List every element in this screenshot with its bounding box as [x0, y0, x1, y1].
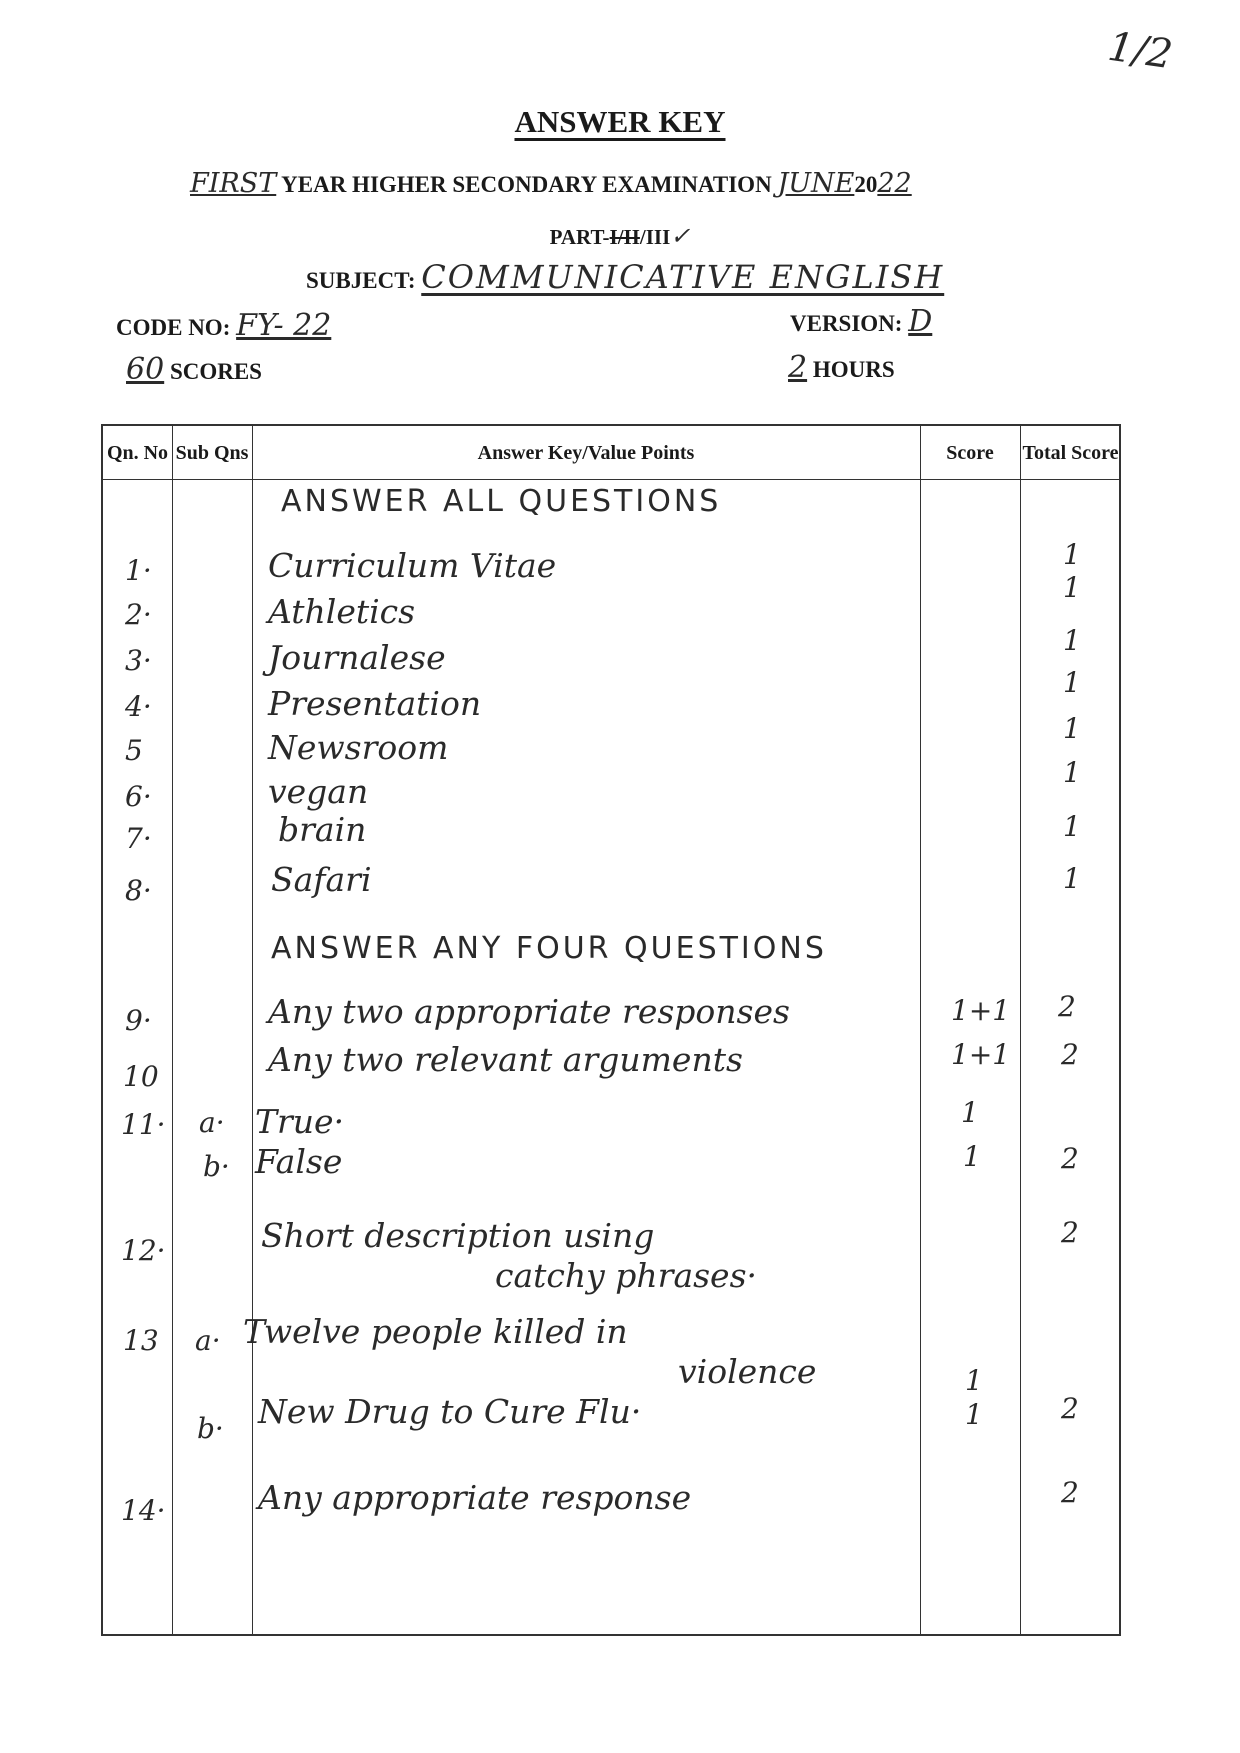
score: 1 [961, 1096, 979, 1129]
question-number: 3· [125, 644, 152, 677]
score: 1 [965, 1364, 983, 1397]
header-sub-qns: Sub Qns [175, 441, 249, 464]
answer-text: Newsroom [268, 728, 449, 767]
total-score: 1 [1063, 624, 1081, 657]
subject-line: SUBJECT: COMMUNICATIVE ENGLISH [306, 258, 945, 296]
total-score: 2 [1061, 1476, 1079, 1509]
scores-line: 60 SCORES [126, 352, 262, 387]
page-number-mark: 1/2 [1105, 23, 1176, 79]
score: 1+1 [951, 994, 1011, 1027]
total-score: 1 [1063, 756, 1081, 789]
answer-text: True· [255, 1102, 345, 1141]
answer-text: vegan [268, 772, 369, 811]
sub-question: a· [199, 1106, 225, 1139]
question-number: 14· [121, 1494, 166, 1527]
hours-line: 2 HOURS [788, 350, 895, 385]
total-score: 2 [1061, 1392, 1079, 1425]
question-number: 4· [125, 690, 152, 723]
answer-table [101, 424, 1121, 1636]
answer-text: Presentation [268, 684, 482, 723]
hours-fill: 2 [788, 350, 808, 385]
total-score: 1 [1063, 571, 1081, 604]
exam-line [190, 168, 912, 199]
answer-text-continued: catchy phrases· [495, 1256, 758, 1295]
sub-question: b· [203, 1150, 230, 1183]
column-divider [920, 426, 921, 1634]
sub-question: a· [195, 1324, 221, 1357]
sub-question: b· [197, 1412, 224, 1445]
answer-text: False [255, 1142, 343, 1181]
total-score: 1 [1063, 666, 1081, 699]
total-score: 2 [1061, 1038, 1079, 1071]
question-number: 11· [121, 1108, 166, 1141]
question-number: 5 [125, 734, 143, 767]
answer-text-continued: violence [678, 1352, 817, 1391]
score: 1+1 [951, 1038, 1011, 1071]
code-fill: FY- 22 [236, 308, 332, 343]
answer-text: Athletics [268, 592, 416, 631]
header-answer-key: Answer Key/Value Points [477, 441, 695, 464]
section-heading: ANSWER ANY FOUR QUESTIONS [271, 931, 827, 966]
total-score: 1 [1063, 538, 1081, 571]
question-number: 12· [121, 1234, 166, 1267]
answer-text: Any two relevant arguments [268, 1040, 743, 1079]
question-number: 2· [125, 598, 152, 631]
question-number: 10 [123, 1060, 159, 1093]
header-score: Score [946, 441, 994, 464]
total-score: 1 [1063, 712, 1081, 745]
year-fill-end: 22 [877, 168, 912, 199]
part-struck: I/II [609, 225, 640, 249]
month-fill: JUNE [777, 168, 855, 199]
part-line: PART-I/II/III✓ [549, 222, 691, 250]
exam-label: YEAR HIGHER SECONDARY EXAMINATION [281, 172, 772, 197]
page-title: ANSWER KEY [514, 104, 726, 139]
total-score: 1 [1063, 862, 1081, 895]
question-number: 6· [125, 780, 152, 813]
answer-text: Any appropriate response [258, 1478, 692, 1517]
tick-mark: ✓ [670, 222, 691, 250]
header-qn-no: Qn. No [106, 441, 169, 464]
version-line: VERSION: D [790, 304, 933, 339]
question-number: 1· [125, 554, 152, 587]
version-fill: D [908, 304, 933, 339]
question-number: 9· [125, 1004, 152, 1037]
answer-text: Safari [271, 860, 372, 899]
answer-text: New Drug to Cure Flu· [258, 1392, 642, 1431]
total-score: 2 [1058, 990, 1076, 1023]
column-divider [1020, 426, 1021, 1634]
answer-text: Twelve people killed in [243, 1312, 628, 1351]
total-score: 2 [1061, 1216, 1079, 1249]
scores-fill: 60 [126, 352, 165, 387]
header-total-score: Total Score [1022, 441, 1119, 464]
header-divider [103, 479, 1119, 480]
answer-text: Any two appropriate responses [268, 992, 790, 1031]
year-fill: FIRST [190, 168, 277, 199]
score: 1 [965, 1398, 983, 1431]
code-line: CODE NO: FY- 22 [116, 308, 332, 343]
part-selected: /III [639, 225, 671, 249]
answer-text: Curriculum Vitae [268, 546, 557, 585]
total-score: 2 [1061, 1142, 1079, 1175]
column-divider [172, 426, 173, 1634]
question-number: 8· [125, 874, 152, 907]
section-heading: ANSWER ALL QUESTIONS [281, 484, 722, 519]
column-divider [252, 426, 253, 1634]
answer-text: Short description using [261, 1216, 655, 1255]
answer-text: brain [278, 810, 367, 849]
answer-text: Journalese [268, 638, 446, 677]
score: 1 [963, 1140, 981, 1173]
year-printed: 20 [854, 172, 878, 197]
subject-fill: COMMUNICATIVE ENGLISH [421, 258, 945, 296]
question-number: 13 [123, 1324, 159, 1357]
question-number: 7· [125, 822, 152, 855]
total-score: 1 [1063, 810, 1081, 843]
